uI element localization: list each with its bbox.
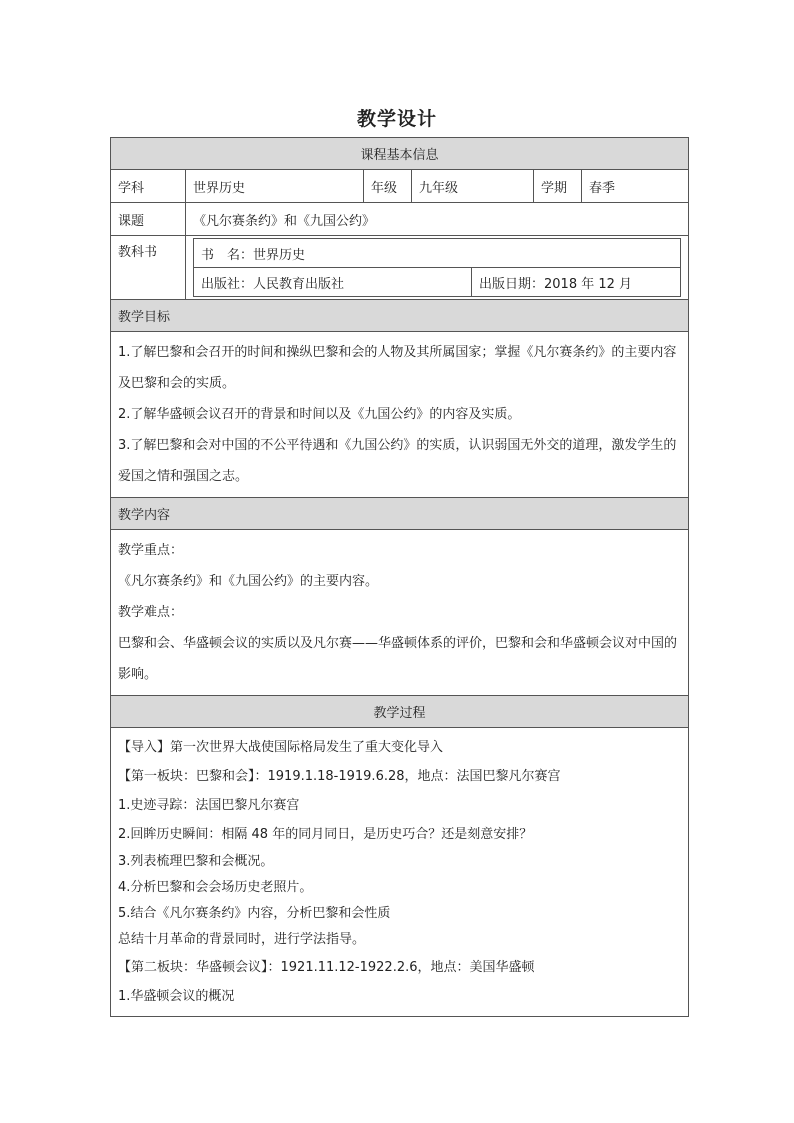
objective-item-1: 1.了解巴黎和会召开的时间和操纵巴黎和会的人物及其所属国家；掌握《凡尔赛条约》的主要内容及巴黎和会的实质。 [118, 345, 677, 391]
topic-label: 课题 [111, 203, 186, 236]
process-line: 3.列表梳理巴黎和会概况。 [118, 854, 274, 869]
process-line: 总结十月革命的背景同时，进行学法指导。 [118, 932, 366, 947]
term-label: 学期 [534, 170, 582, 203]
publish-date: 出版日期：2018 年 12 月 [472, 268, 681, 297]
key-points-text: 《凡尔赛条约》和《九国公约》的主要内容。 [118, 574, 379, 589]
book-name: 书 名：世界历史 [194, 239, 681, 268]
process-line: 5.结合《凡尔赛条约》内容，分析巴黎和会性质 [118, 906, 391, 921]
process-header: 教学过程 [111, 696, 689, 728]
subject-value: 世界历史 [186, 170, 364, 203]
topic-value: 《凡尔赛条约》和《九国公约》 [186, 203, 689, 236]
objective-item-2: 2.了解华盛顿会议召开的背景和时间以及《九国公约》的内容及实质。 [118, 407, 521, 422]
objectives-header: 教学目标 [111, 300, 689, 332]
publisher: 出版社：人民教育出版社 [194, 268, 472, 297]
content-header: 教学内容 [111, 498, 689, 530]
process-line: 2.回眸历史瞬间：相隔 48 年的同月同日，是历史巧合？还是刻意安排？ [118, 827, 533, 842]
process-body [111, 728, 689, 1017]
process-line: 4.分析巴黎和会会场历史老照片。 [118, 880, 313, 895]
difficult-points-label: 教学难点： [118, 605, 184, 620]
process-line: 1.史迹寻踪：法国巴黎凡尔赛宫 [118, 798, 300, 813]
content-body [111, 530, 689, 696]
grade-label: 年级 [364, 170, 412, 203]
basic-info-header: 课程基本信息 [111, 138, 689, 170]
grade-value: 九年级 [412, 170, 534, 203]
document-title: 教学设计 [356, 108, 437, 130]
key-points-label: 教学重点： [118, 543, 184, 558]
textbook-info [186, 236, 689, 300]
process-line: 1.华盛顿会议的概况 [118, 989, 235, 1004]
process-line: 【导入】第一次世界大战使国际格局发生了重大变化导入 [118, 740, 444, 755]
process-line: 【第一板块：巴黎和会】：1919.1.18-1919.6.28，地点：法国巴黎凡尔赛宫 [118, 769, 561, 784]
process-line: 【第二板块：华盛顿会议】：1921.11.12-1922.2.6，地点：美国华盛顿 [118, 960, 535, 975]
subject-label: 学科 [111, 170, 186, 203]
lesson-plan-table [110, 137, 689, 1017]
objectives-body [111, 332, 689, 498]
difficult-points-text: 巴黎和会、华盛顿会议的实质以及凡尔赛——华盛顿体系的评价，巴黎和会和华盛顿会议对中国的影响。 [118, 636, 678, 682]
term-value: 春季 [582, 170, 689, 203]
objective-item-3: 3.了解巴黎和会对中国的不公平待遇和《九国公约》的实质，认识弱国无外交的道理，激发学生的爱国之情和强国之志。 [118, 438, 677, 484]
textbook-label: 教科书 [111, 236, 186, 300]
